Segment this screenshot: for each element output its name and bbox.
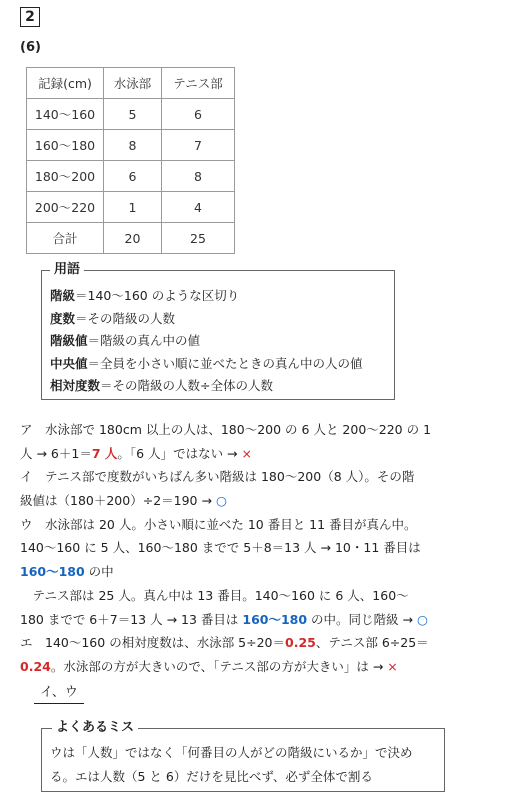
table-cell: 160〜180	[27, 130, 104, 161]
explanation-line: イ テニス部で度数がいちばん多い階級は 180〜200（8 人）。その階	[20, 469, 415, 485]
question-number: 2	[20, 7, 40, 27]
table-cell: 20	[104, 223, 162, 254]
term-definition: ＝140〜160 のような区切り	[75, 288, 240, 303]
table-cell: 140〜160	[27, 99, 104, 130]
term-definition: ＝階級の真ん中の値	[87, 333, 201, 348]
text: の中	[84, 564, 114, 580]
common-mistakes-text	[50, 741, 413, 789]
term-definition: ＝その階級の人数÷全体の人数	[100, 378, 273, 393]
explanation-line: ウ 水泳部は 20 人。小さい順に並べた 10 番目と 11 番目が真ん中。	[20, 516, 417, 532]
mistake-line: ウは「人数」ではなく「何番目の人がどの階級にいるか」で決め	[50, 745, 413, 760]
frequency-table	[26, 67, 235, 254]
term-definition: ＝全員を小さい順に並べたときの真ん中の人の値	[87, 355, 363, 371]
terms-box	[41, 262, 395, 400]
table-total-row	[27, 223, 235, 254]
common-mistakes-title: よくあるミス	[52, 719, 138, 737]
mistake-line: る。エは人数（5 と 6）だけを見比べず、必ず全体で割る	[50, 769, 373, 784]
table-cell: 8	[104, 130, 162, 161]
term-item	[50, 375, 363, 398]
table-cell: 7	[162, 130, 235, 161]
explanation-line: ア 水泳部で 180cm 以上の人は、180〜200 の 6 人と 200〜220 の 1	[20, 422, 432, 437]
table-cell: 8	[162, 161, 235, 192]
highlight-class: 160〜180	[242, 611, 308, 627]
text: 級値は（180＋200）÷2＝190 →	[20, 493, 216, 509]
explanation-line: テニス部は 25 人。真ん中は 13 番目。140〜160 に 6 人、160〜	[20, 587, 409, 603]
text: エ 140〜160 の相対度数は、水泳部 5÷20＝	[20, 635, 285, 651]
table-cell: 6	[162, 99, 235, 130]
term-item	[50, 308, 363, 331]
table-cell: 4	[162, 192, 235, 223]
table-row	[27, 130, 235, 161]
common-mistakes-box	[41, 720, 445, 792]
table-cell: 180〜200	[27, 161, 104, 192]
text: 人 → 6＋1＝	[20, 445, 92, 461]
table-row	[27, 192, 235, 223]
explanation-line	[20, 655, 518, 679]
explanation-line	[20, 631, 518, 655]
highlight-value: 0.24	[20, 658, 51, 674]
table-row	[27, 99, 235, 130]
terms-box-title: 用語	[50, 261, 84, 279]
explanation-line	[20, 442, 518, 466]
terms-list	[50, 285, 363, 398]
explanation-line	[20, 608, 518, 632]
circle-mark: ○	[416, 611, 428, 627]
term-name: 階級	[50, 288, 76, 303]
cross-mark: ×	[241, 445, 252, 461]
explanation	[20, 418, 518, 679]
table-cell: 5	[104, 99, 162, 130]
term-item	[50, 330, 363, 353]
table-cell: 合計	[27, 223, 104, 254]
table-cell: 25	[162, 223, 235, 254]
highlight-value: 0.25	[285, 635, 316, 651]
circle-mark: ○	[215, 493, 227, 509]
header-record: 記録(cm)	[27, 68, 104, 99]
explanation-line: 140〜160 に 5 人、160〜180 までで 5＋8＝13 人 → 10・11 番目は	[20, 540, 421, 556]
header-swim: 水泳部	[104, 68, 162, 99]
text: 、テニス部 6÷25＝	[315, 635, 429, 651]
table-header-row	[27, 68, 235, 99]
text: 180 までで 6＋7＝13 人 → 13 番目は	[20, 611, 243, 627]
text: 。水泳部の方が大きいので、「テニス部の方が大きい」は →	[50, 658, 388, 674]
header-tennis: テニス部	[162, 68, 235, 99]
text: 。「6 人」ではない →	[117, 445, 242, 461]
answer: イ、ウ	[34, 683, 84, 704]
term-name: 相対度数	[50, 378, 101, 393]
explanation-line	[20, 489, 518, 513]
cross-mark: ×	[387, 658, 398, 674]
term-name: 度数	[50, 310, 76, 326]
highlight-value: 7 人	[91, 445, 118, 461]
highlight-class: 160〜180	[20, 564, 85, 580]
term-name: 階級値	[50, 333, 88, 348]
subquestion-label: (6)	[20, 40, 41, 55]
term-item	[50, 285, 363, 308]
explanation-line	[20, 560, 518, 584]
table-row	[27, 161, 235, 192]
term-definition: ＝その階級の人数	[75, 310, 176, 326]
table-cell: 1	[104, 192, 162, 223]
term-item	[50, 353, 363, 376]
table-cell: 200〜220	[27, 192, 104, 223]
text: の中。同じ階級 →	[307, 611, 417, 627]
term-name: 中央値	[50, 355, 88, 371]
table-cell: 6	[104, 161, 162, 192]
